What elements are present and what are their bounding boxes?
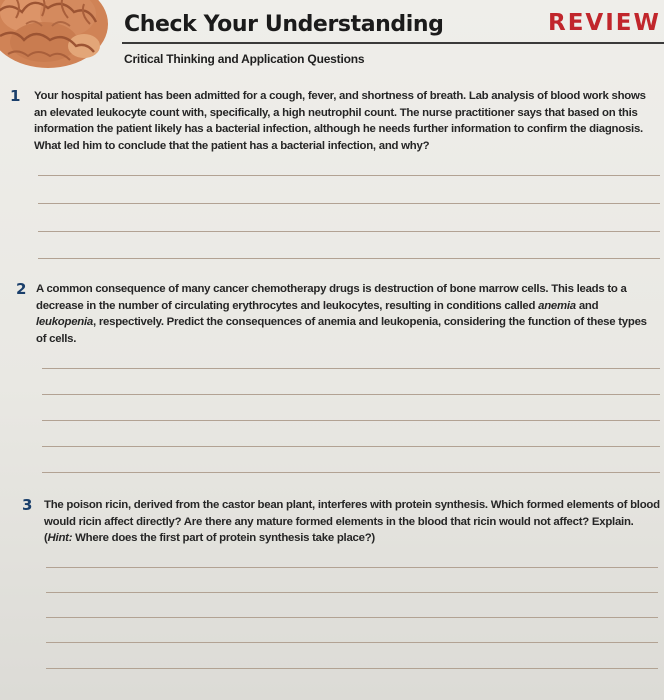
question-3-text — [44, 497, 662, 547]
answer-line[interactable] — [38, 203, 660, 204]
review-badge: REVIEW — [548, 10, 661, 36]
question-3-text-part: Where does the first part of protein synthesis take place?) — [72, 532, 375, 544]
term-anemia: anemia — [538, 299, 576, 312]
answer-line[interactable] — [42, 368, 660, 369]
question-3-text-part: The poison ricin, derived from the castor bean plant, interferes with protein synthesis. Which formed elements of blood would ricin affect directly? Are there any mature formed elements in the blood that ricin would not affect? Explain. ( — [44, 499, 660, 544]
term-leukopenia: leukopenia — [36, 316, 94, 328]
hint-label: Hint: — [47, 532, 73, 544]
answer-line[interactable] — [42, 446, 660, 447]
question-1-number: 1 — [10, 87, 21, 105]
section-subtitle: Critical Thinking and Application Questions — [124, 52, 365, 66]
page-title: Check Your Understanding — [124, 12, 444, 37]
answer-line[interactable] — [46, 567, 658, 568]
question-1-text: Your hospital patient has been admitted for a cough, fever, and shortness of breath. Lab analysis of blood work shows an elevated leukocyte count with, specifically, a high neutrophil count. The nurse practitioner says that based on this information the patient likely has a bacterial infection, although he needs further information to confirm the diagnosis. What led him to conclude that the patient has a bacterial infection, and why? — [34, 90, 646, 152]
answer-line[interactable] — [46, 642, 658, 643]
title-divider — [122, 42, 664, 44]
question-2-text-part: and — [575, 299, 599, 312]
question-2-number: 2 — [16, 280, 27, 298]
answer-line[interactable] — [46, 668, 658, 669]
question-2-text-part: A common consequence of many cancer chemotherapy drugs is destruction of bone marrow cells. This leads to a decrease in the number of circulating erythrocytes and leukocytes, resulting in conditions called — [36, 283, 627, 312]
answer-line[interactable] — [42, 420, 660, 421]
answer-line[interactable] — [38, 258, 660, 259]
question-2-text — [36, 281, 654, 347]
answer-line[interactable] — [38, 231, 660, 232]
answer-line[interactable] — [46, 617, 658, 618]
question-3-number: 3 — [22, 496, 33, 514]
answer-line[interactable] — [42, 394, 660, 395]
answer-line[interactable] — [38, 175, 660, 176]
answer-line[interactable] — [42, 472, 660, 473]
answer-line[interactable] — [46, 592, 658, 593]
question-2-text-part: , respectively. Predict the consequences of anemia and leukopenia, considering the function of these types of cells. — [36, 316, 647, 345]
brain-icon — [0, 0, 126, 84]
